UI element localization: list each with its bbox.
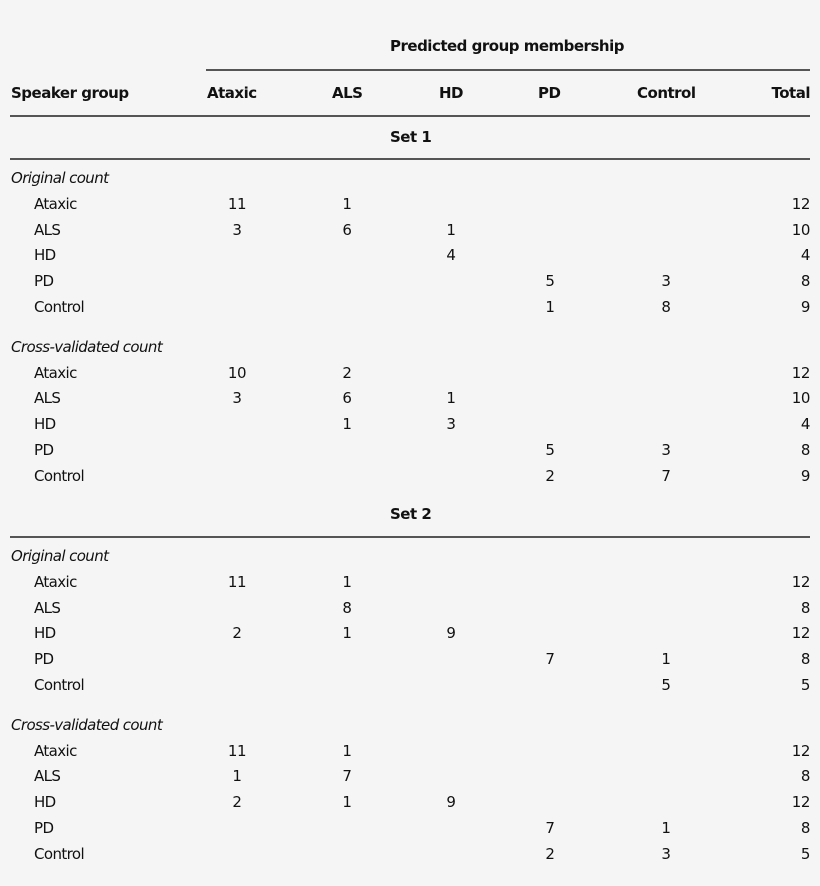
total-cell: 12	[791, 793, 810, 812]
total-cell: 4	[800, 415, 810, 434]
value-cell: 1	[661, 819, 671, 837]
total-cell: 8	[800, 767, 810, 786]
set-rule	[10, 536, 810, 538]
value-cell: 9	[446, 624, 456, 643]
value-cell: 1	[545, 298, 555, 316]
row-label: ALS	[34, 220, 61, 239]
col-header-als: ALS	[332, 84, 363, 102]
total-cell: 12	[791, 363, 810, 382]
row-label: Control	[34, 676, 85, 694]
total-cell: 8	[800, 650, 810, 669]
value-cell: 5	[545, 272, 555, 291]
value-cell: 11	[227, 741, 247, 760]
row-label: ALS	[34, 389, 61, 408]
value-cell: 8	[661, 298, 671, 316]
row-label: Control	[34, 298, 85, 316]
value-cell: 7	[342, 767, 352, 786]
value-cell: 5	[661, 676, 671, 694]
row-label: ALS	[34, 598, 61, 617]
value-cell: 11	[227, 194, 247, 213]
total-cell: 8	[800, 819, 810, 837]
col-header-control: Control	[637, 84, 696, 102]
value-cell: 7	[545, 819, 555, 837]
value-cell: 6	[342, 220, 352, 239]
row-label: HD	[34, 246, 56, 265]
value-cell: 3	[446, 415, 456, 434]
row-label: Ataxic	[34, 572, 77, 591]
value-cell: 2	[545, 844, 555, 863]
total-cell: 10	[791, 389, 810, 408]
set-title: Set 1	[390, 128, 432, 146]
col-header-hd: HD	[439, 84, 464, 102]
value-cell: 1	[342, 415, 352, 434]
total-cell: 12	[791, 624, 810, 643]
value-cell: 1	[446, 389, 456, 408]
row-label: Control	[34, 466, 85, 485]
header-rule	[10, 115, 810, 117]
row-label: Ataxic	[34, 741, 77, 760]
total-cell: 12	[791, 741, 810, 760]
value-cell: 3	[661, 272, 671, 291]
value-cell: 4	[446, 246, 456, 265]
value-cell: 1	[232, 767, 242, 786]
value-cell: 1	[342, 194, 352, 213]
total-cell: 8	[800, 272, 810, 291]
total-cell: 8	[800, 441, 810, 459]
col-header-ataxic: Ataxic	[207, 84, 257, 102]
row-label: PD	[34, 819, 54, 837]
value-cell: 3	[232, 220, 242, 239]
value-cell: 1	[342, 624, 352, 643]
value-cell: 8	[342, 598, 352, 617]
total-cell: 5	[800, 844, 810, 863]
row-label: Control	[34, 844, 85, 863]
total-cell: 5	[800, 676, 810, 694]
value-cell: 3	[661, 441, 671, 459]
value-cell: 7	[545, 650, 555, 669]
value-cell: 3	[232, 389, 242, 408]
total-cell: 12	[791, 194, 810, 213]
set-title: Set 2	[390, 505, 432, 523]
row-label: HD	[34, 415, 56, 434]
row-label: PD	[34, 650, 54, 669]
row-label: PD	[34, 441, 54, 459]
block-label: Original count	[11, 547, 109, 565]
row-label: HD	[34, 793, 56, 812]
total-cell: 9	[800, 298, 810, 316]
spanner-rule	[206, 69, 810, 71]
block-label: Original count	[11, 169, 109, 187]
row-label: PD	[34, 272, 54, 291]
total-cell: 10	[791, 220, 810, 239]
value-cell: 9	[446, 793, 456, 812]
total-cell: 12	[791, 572, 810, 591]
col-header-pd: PD	[538, 84, 561, 102]
value-cell: 11	[227, 572, 247, 591]
set-rule	[10, 158, 810, 160]
value-cell: 1	[661, 650, 671, 669]
total-cell: 8	[800, 598, 810, 617]
row-label: Ataxic	[34, 194, 77, 213]
block-label: Cross-validated count	[11, 715, 163, 734]
spanner-header: Predicted group membership	[390, 37, 624, 55]
row-label: HD	[34, 624, 56, 643]
value-cell: 1	[342, 741, 352, 760]
block-label: Cross-validated count	[11, 337, 163, 356]
value-cell: 1	[342, 793, 352, 812]
total-cell: 9	[800, 466, 810, 485]
value-cell: 6	[342, 389, 352, 408]
value-cell: 10	[227, 363, 247, 382]
row-label: ALS	[34, 767, 61, 786]
value-cell: 5	[545, 441, 555, 459]
col-header-total: Total	[771, 84, 810, 102]
value-cell: 7	[661, 466, 671, 485]
value-cell: 2	[232, 624, 242, 643]
value-cell: 2	[232, 793, 242, 812]
value-cell: 1	[342, 572, 352, 591]
total-cell: 4	[800, 246, 810, 265]
value-cell: 2	[545, 466, 555, 485]
value-cell: 3	[661, 844, 671, 863]
row-label: Ataxic	[34, 363, 77, 382]
value-cell: 2	[342, 363, 352, 382]
value-cell: 1	[446, 220, 456, 239]
stub-header: Speaker group	[11, 84, 129, 102]
